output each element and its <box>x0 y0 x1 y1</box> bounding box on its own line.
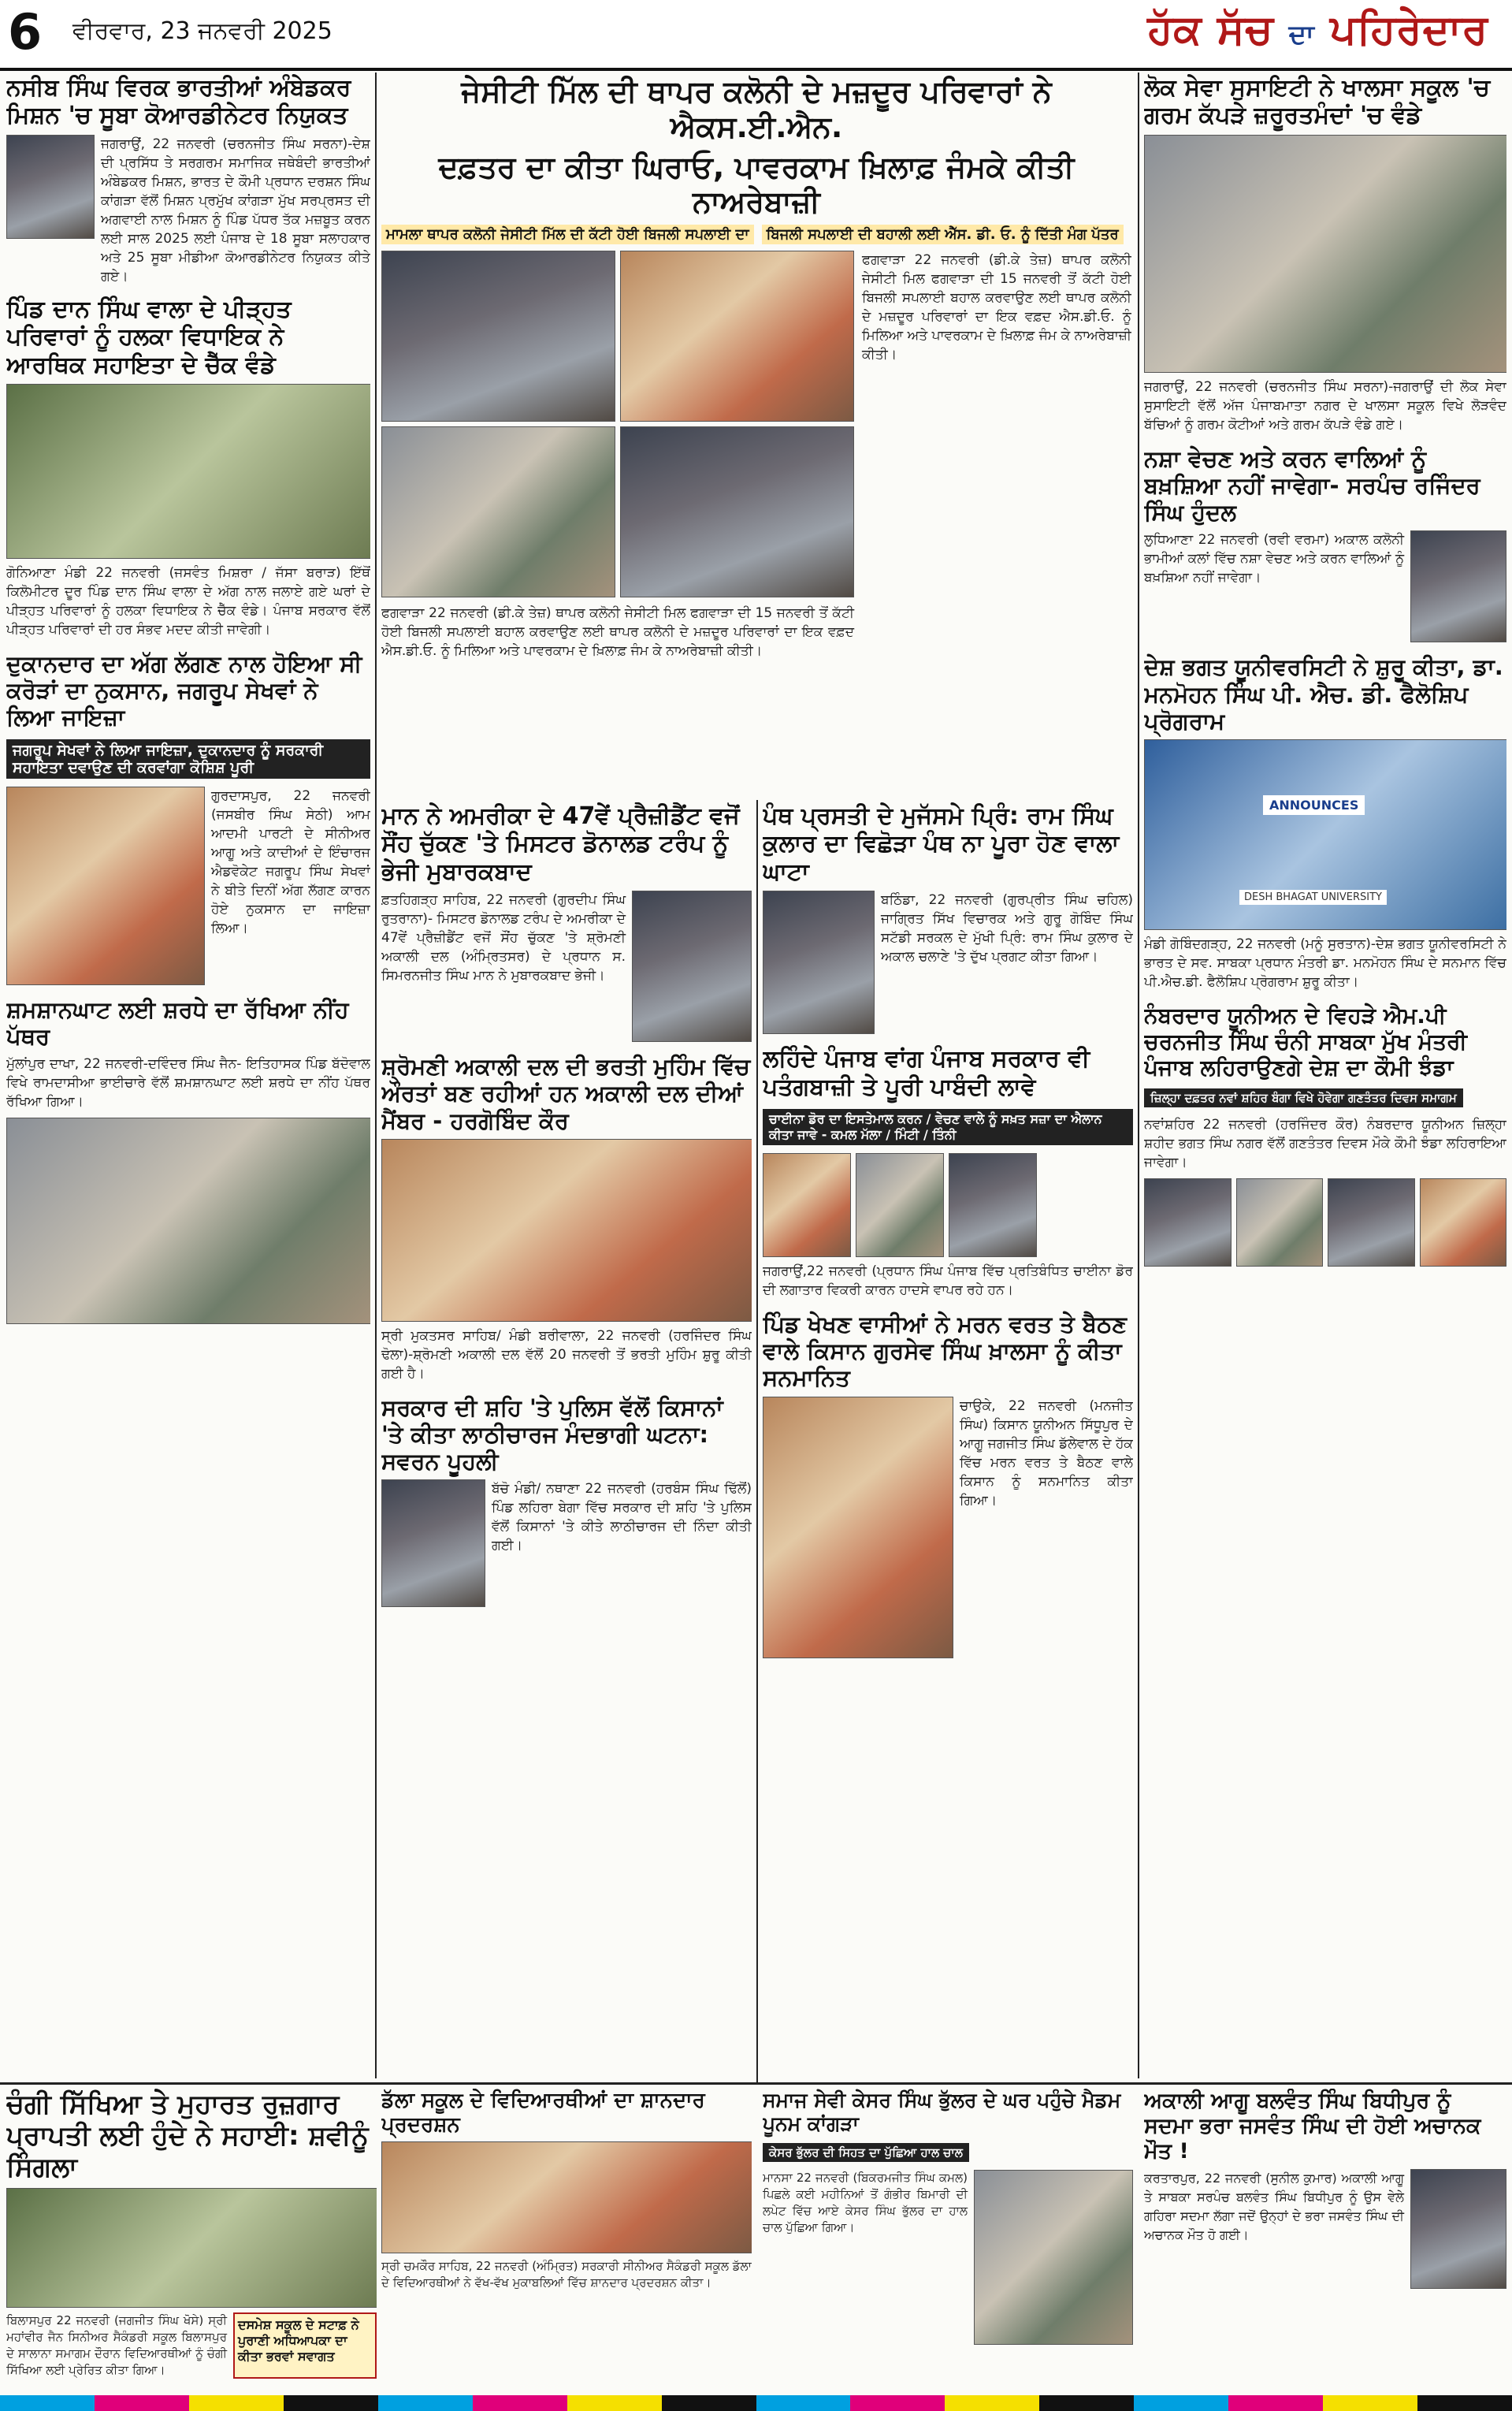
photo-banner-text: ANNOUNCES <box>1263 795 1365 815</box>
portrait-photo <box>381 1479 485 1607</box>
protest-photo <box>381 426 615 597</box>
portrait-photo <box>632 891 752 1042</box>
kicker: ਬਿਜਲੀ ਸਪਲਾਈ ਦੀ ਬਹਾਲੀ ਲਈ ਐੱਸ. ਡੀ. ਓ. ਨੂੰ ਦਿੱਤੀ ਮੰਗ ਪੱਤਰ <box>762 225 1124 244</box>
article-body: ਜਗਰਾਉਂ, 22 ਜਨਵਰੀ (ਚਰਨਜੀਤ ਸਿੰਘ ਸਰਨਾ)-ਜਗਰਾਉਂ ਦੀ ਲੋਕ ਸੇਵਾ ਸੁਸਾਇਟੀ ਵੱਲੋਂ ਅੱਜ ਪੰਜਾਬਮਾਤਾ ਨਗਰ ਦੇ ਖਾਲਸਾ ਸਕੂਲ ਵਿਖੇ ਲੋੜਵੰਦ ਬੱਚਿਆਂ ਨੂੰ ਗਰਮ ਕੋਟੀਆਂ ਅਤੇ ਗਰਮ ਕੱਪੜੇ ਵੰਡੇ ਗਏ। <box>1144 378 1506 433</box>
subheadline: ਕੇਸਰ ਭੁੱਲਰ ਦੀ ਸਿਹਤ ਦਾ ਪੁੱਛਿਆ ਹਾਲ ਚਾਲ <box>763 2143 969 2162</box>
article-body: ਸ੍ਰੀ ਮੁਕਤਸਰ ਸਾਹਿਬ/ ਮੰਡੀ ਬਰੀਵਾਲਾ, 22 ਜਨਵਰੀ (ਹਰਜਿੰਦਰ ਸਿੰਘ ਢੋਲਾ)-ਸ਼੍ਰੋਮਣੀ ਅਕਾਲੀ ਦਲ ਵੱਲੋਂ 20 ਜਨਵਰੀ ਤੋਂ ਭਰਤੀ ਮੁਹਿੰਮ ਸ਼ੁਰੂ ਕੀਤੀ ਗਈ ਹੈ। <box>381 1327 752 1382</box>
headline: ਸ਼੍ਰੋਮਣੀ ਅਕਾਲੀ ਦਲ ਦੀ ਭਰਤੀ ਮੁਹਿੰਮ ਵਿੱਚ ਔਰਤਾਂ ਬਣ ਰਹੀਆਂ ਹਨ ਅਕਾਲੀ ਦਲ ਦੀਆਂ ਮੈਂਬਰ - ਹਰਗੋਬਿੰਦ ਕੌਰ <box>381 1053 751 1134</box>
print-color-bar <box>0 2395 1512 2411</box>
right-column <box>1144 74 1506 2080</box>
article-body: ਚਾਉਕੇ, 22 ਜਨਵਰੀ (ਮਨਜੀਤ ਸਿੰਘ) ਕਿਸਾਨ ਯੂਨੀਅਨ ਸਿੱਧੂਪੁਰ ਦੇ ਆਗੂ ਜਗਜੀਤ ਸਿੰਘ ਡੱਲੇਵਾਲ ਦੇ ਹੱਕ ਵਿੱਚ ਮਰਨ ਵਰਤ ਤੇ ਬੈਠਣ ਵਾਲੇ ਕਿਸਾਨ ਨੂੰ ਸਨਮਾਨਿਤ ਕੀਤਾ ਗਿਆ। <box>960 1397 1133 1509</box>
bottom-left-story <box>6 2089 377 2392</box>
headline: ਅਕਾਲੀ ਆਗੂ ਬਲਵੰਤ ਸਿੰਘ ਬਿਧੀਪੁਰ ਨੂੰ ਸਦਮਾ ਭਰਾ ਜਸਵੰਤ ਸਿੰਘ ਦੀ ਹੋਈ ਅਚਾਨਕ ਮੌਤ ! <box>1144 2089 1481 2164</box>
bottom-right-story <box>763 2089 1133 2392</box>
main-headline-line2: ਦਫ਼ਤਰ ਦਾ ਕੀਤਾ ਘਿਰਾਓ, ਪਾਵਰਕਾਮ ਖ਼ਿਲਾਫ਼ ਜੰਮਕੇ ਕੀਤੀ ਨਾਅਰੇਬਾਜ਼ੀ <box>438 149 1075 220</box>
protest-photo <box>381 251 615 422</box>
newspaper-logo <box>1147 6 1488 54</box>
page-number: 6 <box>8 3 43 61</box>
article-body: ਫਗਵਾੜਾ 22 ਜਨਵਰੀ (ਡੀ.ਕੇ ਤੇਜ਼) ਥਾਪਰ ਕਲੋਨੀ ਜੇਸੀਟੀ ਮਿਲ ਫਗਵਾੜਾ ਦੀ 15 ਜਨਵਰੀ ਤੋਂ ਕੱਟੀ ਹੋਈ ਬਿਜਲੀ ਸਪਲਾਈ ਬਹਾਲ ਕਰਵਾਉਣ ਲਈ ਥਾਪਰ ਕਲੋਨੀ ਦੇ ਮਜ਼ਦੂਰ ਪਰਿਵਾਰਾਂ ਦਾ ਇਕ ਵਫ਼ਦ ਐਸ.ਡੀ.ਓ. ਨੂੰ ਮਿਲਿਆ ਅਤੇ ਪਾਵਰਕਾਮ ਦੇ ਖ਼ਿਲਾਫ਼ ਜੰਮ ਕੇ ਨਾਅਰੇਬਾਜ਼ੀ ਕੀਤੀ। <box>381 605 854 660</box>
subheadline: ਜ਼ਿਲ੍ਹਾ ਦਫ਼ਤਰ ਨਵਾਂ ਸ਼ਹਿਰ ਬੰਗਾ ਵਿਖੇ ਹੋਵੇਗਾ ਗਣਤੰਤਰ ਦਿਵਸ ਸਮਾਗਮ <box>1144 1088 1463 1107</box>
university-event-photo <box>1144 739 1506 930</box>
article-body: ਫ਼ਤਹਿਗੜ੍ਹ ਸਾਹਿਬ, 22 ਜਨਵਰੀ (ਗੁਰਦੀਪ ਸਿੰਘ ਰੁਤਰਾਨਾ)- ਮਿਸਟਰ ਡੋਨਾਲਡ ਟਰੰਪ ਦੇ ਅਮਰੀਕਾ ਦੇ 47ਵੇਂ ਪ੍ਰੈਜ਼ੀਡੈਂਟ ਵਜੋਂ ਸੌਂਹ ਚੁੱਕਣ 'ਤੇ ਸ਼੍ਰੋਮਣੀ ਅਕਾਲੀ ਦਲ (ਅੰਮ੍ਰਿਤਸਰ) ਦੇ ਪ੍ਰਧਾਨ ਸ. ਸਿਮਰਨਜੀਤ ਸਿੰਘ ਮਾਨ ਨੇ ਮੁਬਾਰਕਬਾਦ ਭੇਜੀ। <box>381 892 626 984</box>
left-column <box>6 74 370 2080</box>
photo-banner-university: DESH BHAGAT UNIVERSITY <box>1239 890 1387 905</box>
news-photo <box>6 384 370 559</box>
headline: ਨੰਬਰਦਾਰ ਯੂਨੀਅਨ ਦੇ ਵਿਹੜੇ ਐਮ.ਪੀ ਚਰਨਜੀਤ ਸਿੰਘ ਚੰਨੀ ਸਾਬਕਾ ਮੁੱਖ ਮੰਤਰੀ ਪੰਜਾਬ ਲਹਿਰਾਉਣਗੇ ਦੇਸ਼ ਦਾ ਕੌਮੀ ਝੰਡਾ <box>1144 1003 1467 1081</box>
headline: ਪੰਥ ਪ੍ਰਸਤੀ ਦੇ ਮੁਜੱਸਮੇ ਪ੍ਰਿੰ: ਰਾਮ ਸਿੰਘ ਕੁਲਾਰ ਦਾ ਵਿਛੋੜਾ ਪੰਥ ਨਾ ਪੂਰਾ ਹੋਣ ਵਾਲਾ ਘਾਟਾ <box>763 802 1120 886</box>
main-headline: ਜੇਸੀਟੀ ਮਿੱਲ ਦੀ ਥਾਪਰ ਕਲੋਨੀ ਦੇ ਮਜ਼ਦੂਰ ਪਰਿਵਾਰਾਂ ਨੇ ਐਕਸ.ਈ.ਐਨ. <box>461 74 1052 144</box>
article-body: ਗੁਰਦਾਸਪੁਰ, 22 ਜਨਵਰੀ (ਜਸਬੀਰ ਸਿੰਘ ਸੇਠੀ) ਆਮ ਆਦਮੀ ਪਾਰਟੀ ਦੇ ਸੀਨੀਅਰ ਆਗੂ ਅਤੇ ਕਾਦੀਆਂ ਦੇ ਇੰਚਾਰਜ ਐਡਵੋਕੇਟ ਜਗਰੂਪ ਸਿੰਘ ਸੇਖਵਾਂ ਨੇ ਬੀਤੇ ਦਿਨੀਂ ਅੱਗ ਲੱਗਣ ਕਾਰਨ ਹੋਏ ਨੁਕਸਾਨ ਦਾ ਜਾਇਜ਼ਾ ਲਿਆ। <box>211 787 370 936</box>
headline: ਨਸੀਬ ਸਿੰਘ ਵਿਰਕ ਭਾਰਤੀਆਂ ਅੰਬੇਡਕਰ ਮਿਸ਼ਨ 'ਚ ਸੂਬਾ ਕੋਆਰਡੀਨੇਟਰ ਨਿਯੁਕਤ <box>6 74 351 130</box>
protest-photo <box>620 426 854 597</box>
protest-photo <box>620 251 854 422</box>
brand-mid: ਦਾ <box>1288 19 1315 50</box>
portrait-photo <box>856 1153 944 1257</box>
subheadline: ਚਾਈਨਾ ਡੋਰ ਦਾ ਇਸਤੇਮਾਲ ਕਰਨ / ਵੇਚਣ ਵਾਲੇ ਨੂੰ ਸਖ਼ਤ ਸਜ਼ਾ ਦਾ ਐਲਾਨ ਕੀਤਾ ਜਾਵੇ - ਕਮਲ ਮੱਲਾ / ਮਿੰਟੀ / ਤਿੰਨੀ <box>763 1109 1133 1145</box>
brand-left: ਹੱਕ ਸੱਚ <box>1147 6 1274 54</box>
article-body: ਸ੍ਰੀ ਚਮਕੌਰ ਸਾਹਿਬ, 22 ਜਨਵਰੀ (ਅੰਮ੍ਰਿਤ) ਸਰਕਾਰੀ ਸੀਨੀਅਰ ਸੈਕੰਡਰੀ ਸਕੂਲ ਡੱਲਾ ਦੇ ਵਿਦਿਆਰਥੀਆਂ ਨੇ ਵੱਖ-ਵੱਖ ਮੁਕਾਬਲਿਆਂ ਵਿੱਚ ਸ਼ਾਨਦਾਰ ਪ੍ਰਦਰਸ਼ਨ ਕੀਤਾ। <box>381 2259 752 2290</box>
news-photo <box>763 1397 953 1658</box>
bottom-center-story <box>381 2089 752 2392</box>
headline: ਪਿੰਡ ਖੇਖਣ ਵਾਸੀਆਂ ਨੇ ਮਰਨ ਵਰਤ ਤੇ ਬੈਠਣ ਵਾਲੇ ਕਿਸਾਨ ਗੁਰਸੇਵ ਸਿੰਘ ਖ਼ਾਲਸਾ ਨੂੰ ਕੀਤਾ ਸਨਮਾਨਿਤ <box>763 1310 1127 1392</box>
portrait-photo <box>1236 1178 1324 1267</box>
article-body-continued: ਫਗਵਾੜਾ 22 ਜਨਵਰੀ (ਡੀ.ਕੇ ਤੇਜ਼) ਥਾਪਰ ਕਲੋਨੀ ਜੇਸੀਟੀ ਮਿਲ ਫਗਵਾੜਾ ਦੀ 15 ਜਨਵਰੀ ਤੋਂ ਕੱਟੀ ਹੋਈ ਬਿਜਲੀ ਸਪਲਾਈ ਬਹਾਲ ਕਰਵਾਉਣ ਲਈ ਥਾਪਰ ਕਲੋਨੀ ਦੇ ਮਜ਼ਦੂਰ ਪਰਿਵਾਰਾਂ ਦਾ ਇਕ ਵਫ਼ਦ ਐਸ.ਡੀ.ਓ. ਨੂੰ ਮਿਲਿਆ ਅਤੇ ਪਾਵਰਕਾਮ ਦੇ ਖ਼ਿਲਾਫ਼ ਜੰਮ ਕੇ ਨਾਅਰੇਬਾਜ਼ੀ ਕੀਤੀ। <box>862 252 1131 363</box>
article-body: ਜਗਰਾਉਂ, 22 ਜਨਵਰੀ (ਚਰਨਜੀਤ ਸਿੰਘ ਸਰਨਾ)-ਦੇਸ਼ ਦੀ ਪ੍ਰਸਿੱਧ ਤੇ ਸਰਗਰਮ ਸਮਾਜਿਕ ਜਥੇਬੰਦੀ ਭਾਰਤੀਆਂ ਅੰਬੇਡਕਰ ਮਿਸ਼ਨ, ਭਾਰਤ ਦੇ ਕੌਮੀ ਪ੍ਰਧਾਨ ਦਰਸ਼ਨ ਸਿੰਘ ਕਾਂਗੜਾ ਵੱਲੋਂ ਮਿਸ਼ਨ ਪ੍ਰਮੁੱਖ ਕਾਂਗੜਾ ਮੁੱਖ ਸਰਪ੍ਰਸਤ ਦੀ ਅਗਵਾਈ ਨਾਲ ਮਿਸ਼ਨ ਨੂੰ ਪਿੰਡ ਪੱਧਰ ਤੱਕ ਮਜ਼ਬੂਤ ਕਰਨ ਲਈ ਸਾਲ 2025 ਲਈ ਪੰਜਾਬ ਦੇ 18 ਸੂਬਾ ਸਲਾਹਕਾਰ ਅਤੇ 25 ਸੂਬਾ ਮੀਡੀਆ ਕੋਆਰਡੀਨੇਟਰ ਨਿਯੁਕਤ ਕੀਤੇ ਗਏ। <box>101 136 370 285</box>
article-body: ਜਗਰਾਉਂ,22 ਜਨਵਰੀ (ਪ੍ਰਧਾਨ ਸਿੰਘ ਪੰਜਾਬ ਵਿੱਚ ਪ੍ਰਤਿਬੰਧਿਤ ਚਾਈਨਾ ਡੋਰ ਦੀ ਲਗਾਤਾਰ ਵਿਕਰੀ ਕਾਰਨ ਹਾਦਸੇ ਵਾਪਰ ਰਹੇ ਹਨ। <box>763 1263 1133 1298</box>
column-divider <box>756 800 758 2085</box>
news-photo <box>6 1118 370 1324</box>
news-photo <box>6 787 205 985</box>
headline: ਪਿੰਡ ਦਾਨ ਸਿੰਘ ਵਾਲਾ ਦੇ ਪੀੜ੍ਹਤ ਪਰਿਵਾਰਾਂ ਨੂੰ ਹਲਕਾ ਵਿਧਾਇਕ ਨੇ ਆਰਥਿਕ ਸਹਾਇਤਾ ਦੇ ਚੈੱਕ ਵੰਡੇ <box>6 295 292 379</box>
headline: ਮਾਨ ਨੇ ਅਮਰੀਕਾ ਦੇ 47ਵੇਂ ਪ੍ਰੈਜ਼ੀਡੈਂਟ ਵਜੋਂ ਸੌਂਹ ਚੁੱਕਣ 'ਤੇ ਮਿਸਟਰ ਡੋਨਾਲਡ ਟਰੰਪ ਨੂੰ ਭੇਜੀ ਮੁਬਾਰਕਬਾਦ <box>381 802 740 886</box>
headline: ਨਸ਼ਾ ਵੇਚਣ ਅਤੇ ਕਰਨ ਵਾਲਿਆਂ ਨੂੰ ਬਖ਼ਸ਼ਿਆ ਨਹੀਂ ਜਾਵੇਗਾ- ਸਰਪੰਚ ਰਜਿੰਦਰ ਸਿੰਘ ਹੁੰਦਲ <box>1144 445 1480 526</box>
boxed-story: ਦਸਮੇਸ਼ ਸਕੂਲ ਦੇ ਸਟਾਫ਼ ਨੇ ਪੁਰਾਣੀ ਅਧਿਆਪਕਾ ਦਾ ਕੀਤਾ ਭਰਵਾਂ ਸਵਾਗਤ <box>233 2312 377 2379</box>
headline: ਡੱਲਾ ਸਕੂਲ ਦੇ ਵਿਦਿਆਰਥੀਆਂ ਦਾ ਸ਼ਾਨਦਾਰ ਪ੍ਰਦਰਸ਼ਨ <box>381 2089 705 2137</box>
news-photo <box>974 2170 1133 2345</box>
subheadline: ਜਗਰੂਪ ਸੇਖਵਾਂ ਨੇ ਲਿਆ ਜਾਇਜ਼ਾ, ਦੁਕਾਨਦਾਰ ਨੂੰ ਸਰਕਾਰੀ ਸਹਾਇਤਾ ਦਵਾਉਣ ਦੀ ਕਰਵਾਂਗਾ ਕੋਸ਼ਿਸ਼ ਪੂਰੀ <box>6 739 370 779</box>
news-photo <box>381 1139 752 1322</box>
center-left-column <box>381 802 752 2079</box>
article-body: ਗੋਨਿਆਣਾ ਮੰਡੀ 22 ਜਨਵਰੀ (ਜਸਵੰਤ ਮਿਸ਼ਰਾ / ਜੱਸਾ ਬਰਾੜ) ਇੱਥੋਂ ਕਿਲੋਮੀਟਰ ਦੂਰ ਪਿੰਡ ਦਾਨ ਸਿੰਘ ਵਾਲਾ ਦੇ ਅੱਗ ਨਾਲ ਜਲਾਏ ਗਏ ਘਰਾਂ ਦੇ ਪੀੜ੍ਹਤ ਪਰਿਵਾਰਾਂ ਨੂੰ ਹਲਕਾ ਵਿਧਾਇਕ ਨੇ ਚੈੱਕ ਵੰਡੇ। ਪੰਜਾਬ ਸਰਕਾਰ ਵੱਲੋਂ ਪੀੜ੍ਹਤ ਪਰਿਵਾਰਾਂ ਦੀ ਹਰ ਸੰਭਵ ਮਦਦ ਕੀਤੀ ਜਾਵੇਗੀ। <box>6 564 370 638</box>
portrait-photo <box>1144 1178 1232 1267</box>
section-divider <box>0 2082 1512 2085</box>
portrait-photo <box>1410 2169 1506 2289</box>
portrait-photo <box>6 135 95 239</box>
article-body: ਬਿਲਾਸਪੁਰ 22 ਜਨਵਰੀ (ਜਗਜੀਤ ਸਿੰਘ ਖੋਸੇ) ਸ੍ਰੀ ਮਹਾਂਵੀਰ ਜੈਨ ਸਿਨੀਅਰ ਸੈਕੰਡਰੀ ਸਕੂਲ ਬਿਲਾਸਪੁਰ ਦੇ ਸਾਲਾਨਾ ਸਮਾਗਮ ਦੌਰਾਨ ਵਿਦਿਆਰਥੀਆਂ ਨੂੰ ਚੰਗੀ ਸਿੱਖਿਆ ਲਈ ਪ੍ਰੇਰਿਤ ਕੀਤਾ ਗਿਆ। <box>6 2313 227 2378</box>
kicker: ਮਾਮਲਾ ਥਾਪਰ ਕਲੋਨੀ ਜੇਸੀਟੀ ਮਿੱਲ ਦੀ ਕੱਟੀ ਹੋਈ ਬਿਜਲੀ ਸਪਲਾਈ ਦਾ <box>381 225 754 244</box>
portrait-photo <box>949 1153 1037 1257</box>
article-body: ਲੁਧਿਆਣਾ 22 ਜਨਵਰੀ (ਰਵੀ ਵਰਮਾ) ਅਕਾਲ ਕਲੋਨੀ ਭਾਮੀਆਂ ਕਲਾਂ ਵਿੱਚ ਨਸ਼ਾ ਵੇਚਣ ਅਤੇ ਕਰਨ ਵਾਲਿਆਂ ਨੂੰ ਬਖ਼ਸ਼ਿਆ ਨਹੀਂ ਜਾਵੇਗਾ। <box>1144 532 1404 586</box>
news-photo <box>381 2141 752 2253</box>
headline: ਚੰਗੀ ਸਿੱਖਿਆ ਤੇ ਮੁਹਾਰਤ ਰੁਜ਼ਗਾਰ ਪ੍ਰਾਪਤੀ ਲਈ ਹੁੰਦੇ ਨੇ ਸਹਾਈ: ਸ਼ਵੀਨੂੰ ਸਿੰਗਲਾ <box>6 2089 369 2184</box>
portrait-photo <box>1328 1178 1415 1267</box>
portrait-photo <box>763 1153 851 1257</box>
dateline: ਵੀਰਵਾਰ, 23 ਜਨਵਰੀ 2025 <box>72 17 332 45</box>
article-body: ਨਵਾਂਸ਼ਹਿਰ 22 ਜਨਵਰੀ (ਹਰਜਿੰਦਰ ਕੌਰ) ਨੰਬਰਦਾਰ ਯੂਨੀਅਨ ਜ਼ਿਲ੍ਹਾ ਸ਼ਹੀਦ ਭਗਤ ਸਿੰਘ ਨਗਰ ਵੱਲੋਂ ਗਣਤੰਤਰ ਦਿਵਸ ਮੌਕੇ ਕੌਮੀ ਝੰਡਾ ਲਹਿਰਾਇਆ ਜਾਵੇਗਾ। <box>1144 1117 1506 1171</box>
brand-right: ਪਹਿਰੇਦਾਰ <box>1330 6 1488 54</box>
headline: ਲੋਕ ਸੇਵਾ ਸੁਸਾਇਟੀ ਨੇ ਖਾਲਸਾ ਸਕੂਲ 'ਚ ਗਰਮ ਕੱਪੜੇ ਜ਼ਰੂਰਤਮੰਦਾਂ 'ਚ ਵੰਡੇ <box>1144 74 1490 130</box>
article-body: ਕਰਤਾਰਪੁਰ, 22 ਜਨਵਰੀ (ਸੁਨੀਲ ਕੁਮਾਰ) ਅਕਾਲੀ ਆਗੂ ਤੇ ਸਾਬਕਾ ਸਰਪੰਚ ਬਲਵੰਤ ਸਿੰਘ ਬਿਧੀਪੁਰ ਨੂੰ ਉਸ ਵੇਲੇ ਗਹਿਰਾ ਸਦਮਾ ਲੱਗਾ ਜਦੋਂ ਉਨ੍ਹਾਂ ਦੇ ਭਰਾ ਜਸਵੰਤ ਸਿੰਘ ਦੀ ਅਚਾਨਕ ਮੌਤ ਹੋ ਗਈ। <box>1144 2170 1404 2242</box>
headline: ਸਮਾਜ ਸੇਵੀ ਕੇਸਰ ਸਿੰਘ ਭੁੱਲਰ ਦੇ ਘਰ ਪਹੁੰਚੇ ਮੈਡਮ ਪੂਨਮ ਕਾਂਗੜਾ <box>763 2089 1121 2135</box>
obituary-story <box>1144 2089 1506 2392</box>
article-body: ਮਾਨਸਾ 22 ਜਨਵਰੀ (ਬਿਕਰਮਜੀਤ ਸਿੰਘ ਕਮਲ) ਪਿਛਲੇ ਕਈ ਮਹੀਨਿਆਂ ਤੋਂ ਗੰਭੀਰ ਬਿਮਾਰੀ ਦੀ ਲਪੇਟ ਵਿੱਚ ਆਏ ਕੇਸਰ ਸਿੰਘ ਭੁੱਲਰ ਦਾ ਹਾਲ ਚਾਲ ਪੁੱਛਿਆ ਗਿਆ। <box>763 2171 968 2234</box>
article-body: ਬਠਿੰਡਾ, 22 ਜਨਵਰੀ (ਗੁਰਪ੍ਰੀਤ ਸਿੰਘ ਚਹਿਲ) ਜਾਗ੍ਰਿਤ ਸਿੱਖ ਵਿਚਾਰਕ ਅਤੇ ਗੁਰੂ ਗੋਬਿੰਦ ਸਿੰਘ ਸਟੱਡੀ ਸਰਕਲ ਦੇ ਮੁੱਖੀ ਪ੍ਰਿੰ: ਰਾਮ ਸਿੰਘ ਕੁਲਾਰ ਦੇ ਅਕਾਲ ਚਲਾਣੇ 'ਤੇ ਦੁੱਖ ਪ੍ਰਗਟ ਕੀਤਾ ਗਿਆ। <box>881 892 1133 966</box>
masthead <box>0 0 1512 71</box>
portrait-photo <box>1410 530 1506 642</box>
column-divider <box>375 73 377 2078</box>
top-center-story <box>381 74 1131 799</box>
headline: ਦੁਕਾਨਦਾਰ ਦਾ ਅੱਗ ਲੱਗਣ ਨਾਲ ਹੋਇਆ ਸੀ ਕਰੋੜਾਂ ਦਾ ਨੁਕਸਾਨ, ਜਗਰੂਪ ਸੇਖਵਾਂ ਨੇ ਲਿਆ ਜਾਇਜ਼ਾ <box>6 649 362 731</box>
headline: ਲਹਿੰਦੇ ਪੰਜਾਬ ਵਾਂਗ ਪੰਜਾਬ ਸਰਕਾਰ ਵੀ ਪਤੰਗਬਾਜ਼ੀ ਤੇ ਪੂਰੀ ਪਾਬੰਦੀ ਲਾਵੇ <box>763 1045 1090 1101</box>
portrait-photo <box>1420 1178 1507 1267</box>
headline: ਦੇਸ਼ ਭਗਤ ਯੂਨੀਵਰਸਿਟੀ ਨੇ ਸ਼ੁਰੂ ਕੀਤਾ, ਡਾ. ਮਨਮੋਹਨ ਸਿੰਘ ਪੀ. ਐਚ. ਡੀ. ਫੈਲੋਸ਼ਿਪ ਪ੍ਰੋਗਰਾਮ <box>1144 653 1503 735</box>
center-right-column <box>763 802 1133 2079</box>
headline: ਸਰਕਾਰ ਦੀ ਸ਼ਹਿ 'ਤੇ ਪੁਲਿਸ ਵੱਲੋਂ ਕਿਸਾਨਾਂ 'ਤੇ ਕੀਤਾ ਲਾਠੀਚਾਰਜ ਮੰਦਭਾਗੀ ਘਟਨਾ: ਸਵਰਨ ਪੂਹਲੀ <box>381 1393 723 1475</box>
article-body: ਮੰਡੀ ਗੋਬਿੰਦਗੜ੍ਹ, 22 ਜਨਵਰੀ (ਮਨੂੰ ਸੁਰਤਾਨ)-ਦੇਸ਼ ਭਗਤ ਯੂਨੀਵਰਸਿਟੀ ਨੇ ਭਾਰਤ ਦੇ ਸਵ. ਸਾਬਕਾ ਪ੍ਰਧਾਨ ਮੰਤਰੀ ਡਾ. ਮਨਮੋਹਨ ਸਿੰਘ ਦੇ ਸਨਮਾਨ ਵਿੱਚ ਪੀ.ਐਚ.ਡੀ. ਫੈਲੋਸ਼ਿਪ ਪ੍ਰੋਗਰਾਮ ਸ਼ੁਰੂ ਕੀਤਾ। <box>1144 936 1506 991</box>
news-photo <box>1144 135 1506 373</box>
article-body: ਮੁੱਲਾਂਪੁਰ ਦਾਖਾ, 22 ਜਨਵਰੀ-ਦਵਿੰਦਰ ਸਿੰਘ ਜੈਨ- ਇਤਿਹਾਸਕ ਪਿੰਡ ਬੱਦੋਵਾਲ ਵਿਖੇ ਰਾਮਦਾਸੀਆ ਭਾਈਚਾਰੇ ਵੱਲੋਂ ਸ਼ਮਸ਼ਾਨਘਾਟ ਲਈ ਸ਼ਰਧੇ ਦਾ ਨੀਂਹ ਪੱਥਰ ਰੱਖਿਆ ਗਿਆ। <box>6 1056 370 1111</box>
article-body: ਬੱਚੋ ਮੰਡੀ/ ਨਥਾਣਾ 22 ਜਨਵਰੀ (ਹਰਬੰਸ ਸਿੰਘ ਢਿੱਲੋਂ) ਪਿੰਡ ਲਹਿਰਾ ਬੇਗਾ ਵਿੱਚ ਸਰਕਾਰ ਦੀ ਸ਼ਹਿ 'ਤੇ ਪੁਲਿਸ ਵੱਲੋਂ ਕਿਸਾਨਾਂ 'ਤੇ ਕੀਤੇ ਲਾਠੀਚਾਰਜ ਦੀ ਨਿੰਦਾ ਕੀਤੀ ਗਈ। <box>492 1481 752 1554</box>
news-photo <box>6 2188 377 2308</box>
portrait-photo <box>763 891 875 1034</box>
column-divider <box>1138 73 1139 2078</box>
headline: ਸ਼ਮਸ਼ਾਨਘਾਟ ਲਈ ਸ਼ਰਧੇ ਦਾ ਰੱਖਿਆ ਨੀਂਹ ਪੱਥਰ <box>6 995 349 1050</box>
